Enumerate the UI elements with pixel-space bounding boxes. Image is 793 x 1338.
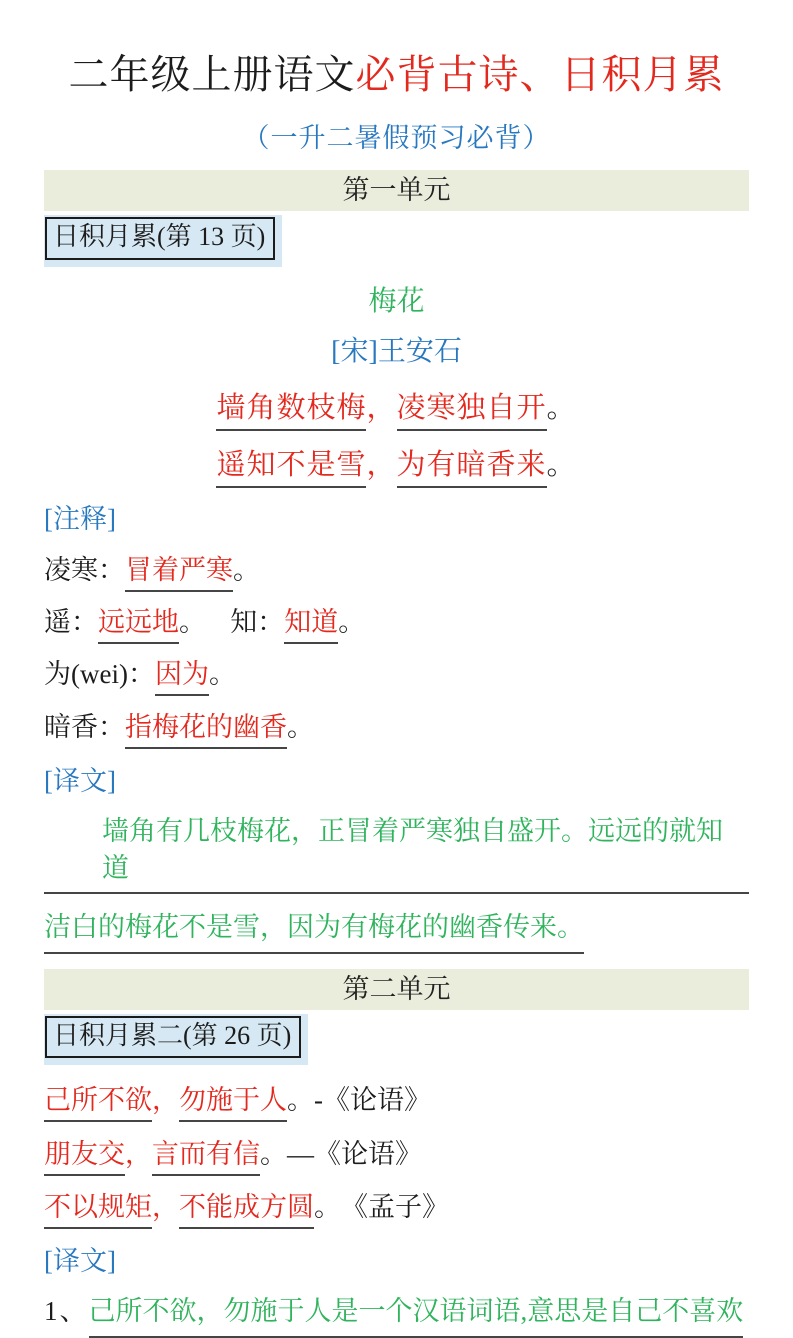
poem-title: 梅花 bbox=[368, 285, 425, 317]
unit1-box-highlight bbox=[44, 215, 282, 267]
note-zhi-period: 。 bbox=[338, 606, 366, 637]
unit2-box-row bbox=[44, 1014, 749, 1066]
note-anxiang bbox=[44, 709, 749, 745]
note-zhi-term: 知： bbox=[230, 606, 285, 637]
poem-l1-phrase-a: 墙角数枝梅 bbox=[216, 392, 366, 431]
note-yao-def: 远远地 bbox=[98, 607, 179, 644]
note-anxiang-term: 暗香： bbox=[44, 711, 125, 742]
unit2-trans-line-1 bbox=[44, 1293, 749, 1337]
proverb-3-period: 。 bbox=[314, 1191, 328, 1222]
note-anxiang-def: 指梅花的幽香 bbox=[125, 712, 287, 749]
poem-l1-comma: ， bbox=[366, 391, 397, 424]
unit2-trans-header: [译文] bbox=[44, 1246, 116, 1277]
poem-l1-phrase-b: 凌寒独自开 bbox=[397, 392, 547, 431]
proverb-3-phrase-a: 不以规矩 bbox=[44, 1192, 152, 1229]
proverb-1-phrase-b: 勿施于人 bbox=[179, 1085, 287, 1122]
unit2-trans-number: 1、 bbox=[44, 1296, 89, 1327]
poem-line-1 bbox=[44, 385, 749, 426]
note-linghan-term: 凌寒： bbox=[44, 554, 125, 585]
unit1-trans-header: [译文] bbox=[44, 766, 116, 797]
note-wei-term: 为(wei)： bbox=[44, 659, 155, 690]
note-wei-def: 因为 bbox=[155, 659, 209, 696]
notes-header: [注释] bbox=[44, 503, 116, 534]
proverb-2-phrase-b: 言而有信 bbox=[152, 1139, 260, 1176]
doc-title-black: 二年级上册语文 bbox=[68, 52, 356, 97]
poem-l2-period: 。 bbox=[546, 448, 577, 481]
note-linghan-def: 冒着严寒 bbox=[125, 555, 233, 592]
note-linghan-period: 。 bbox=[233, 554, 260, 585]
unit1-trans-line-1 bbox=[44, 813, 749, 894]
note-yao-zhi bbox=[44, 604, 749, 640]
proverb-2-period: 。 bbox=[260, 1138, 287, 1169]
proverb-3-source: 《孟子》 bbox=[327, 1191, 449, 1222]
note-yao-term: 遥： bbox=[44, 606, 98, 637]
proverb-1-period: 。 bbox=[287, 1085, 314, 1116]
proverb-2-source: —《论语》 bbox=[287, 1138, 422, 1169]
proverb-row-2 bbox=[44, 1136, 749, 1172]
proverb-1-comma: ， bbox=[152, 1085, 179, 1116]
proverb-1-phrase-a: 己所不欲 bbox=[44, 1085, 152, 1122]
proverb-3-comma: ， bbox=[152, 1191, 179, 1222]
note-yao-period: 。 bbox=[179, 606, 206, 637]
doc-subtitle: （一升二暑假预习必背） bbox=[242, 123, 551, 153]
proverb-row-3 bbox=[44, 1189, 749, 1225]
unit1-trans-line-2 bbox=[44, 909, 749, 953]
note-linghan bbox=[44, 552, 749, 588]
note-anxiang-period: 。 bbox=[287, 711, 314, 742]
unit1-trans-text-2: 洁白的梅花不是雪，因为有梅花的幽香传来。 bbox=[44, 909, 584, 953]
unit2-header-band: 第二单元 bbox=[44, 969, 749, 1010]
unit1-box-row bbox=[44, 215, 749, 267]
unit1-header-band: 第一单元 bbox=[44, 170, 749, 211]
unit2-box-label: 日积月累二(第 26 页) bbox=[45, 1016, 301, 1059]
poem-l2-comma: ， bbox=[366, 448, 397, 481]
note-wei bbox=[44, 656, 749, 692]
proverb-3-phrase-b: 不能成方圆 bbox=[179, 1192, 314, 1229]
unit1-box-label: 日积月累(第 13 页) bbox=[45, 217, 275, 260]
proverb-2-phrase-a: 朋友交 bbox=[44, 1139, 125, 1176]
proverb-row-1 bbox=[44, 1082, 749, 1118]
unit1-trans-text-1: 墙角有几枝梅花，正冒着严寒独自盛开。远远的就知道 bbox=[44, 813, 749, 894]
poem-author: [宋]王安石 bbox=[331, 335, 462, 367]
proverb-2-comma: ， bbox=[125, 1138, 152, 1169]
poem-l2-phrase-b: 为有暗香来 bbox=[397, 449, 547, 488]
proverb-1-source: -《论语》 bbox=[314, 1085, 431, 1116]
poem-line-2 bbox=[44, 442, 749, 483]
note-wei-period: 。 bbox=[208, 659, 236, 690]
doc-title-red: 必背古诗、日积月累 bbox=[355, 52, 725, 97]
note-zhi-def: 知道 bbox=[284, 607, 338, 644]
poem-l2-phrase-a: 遥知不是雪 bbox=[216, 449, 366, 488]
unit2-trans-text: 己所不欲，勿施于人是一个汉语词语,意思是自己不喜欢 bbox=[89, 1293, 744, 1337]
poem-l1-period: 。 bbox=[546, 391, 577, 424]
unit2-box-highlight bbox=[44, 1014, 308, 1066]
doc-title bbox=[44, 50, 749, 100]
